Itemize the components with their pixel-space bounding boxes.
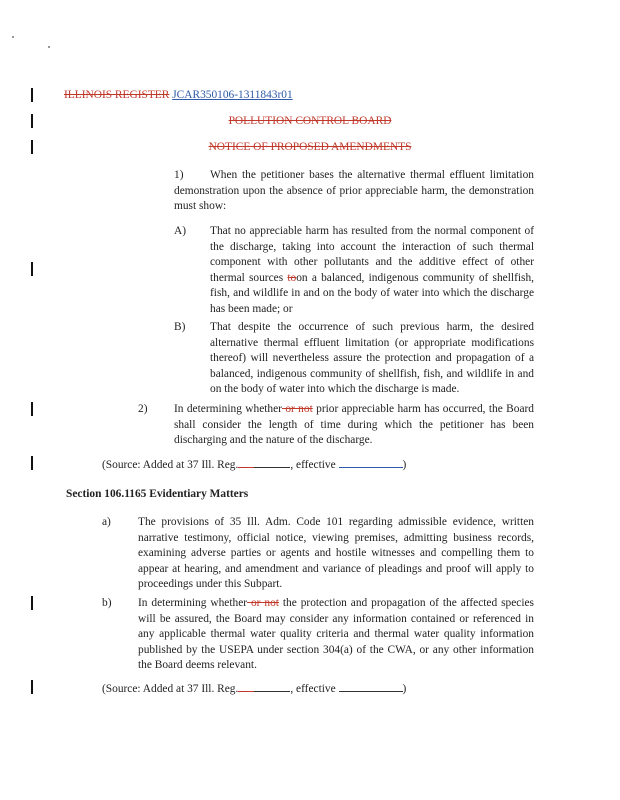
item-b-label: B) [174,321,186,333]
section-heading: Section 106.1165 Evidentiary Matters [66,488,249,500]
register-header [64,88,293,104]
struck-word: or not [281,403,313,415]
change-bar [31,402,33,416]
item-2-text: In determining whether or not prior appreciable harm has occurred, the Board shall consider the length of time during which the petitioner has been discharging and the nature of the discharge. [174,403,534,447]
item-1-label: 1) [174,169,184,181]
item-1-text: When the petitioner bases the alternative thermal effluent limitation demonstration upon the absence of prior appreciable harm, the demonstration must show: [174,169,534,213]
blank-line [254,680,290,692]
struck-word: or not [247,597,279,609]
change-bar [31,680,33,694]
item-a-text: That no appreciable harm has resulted from the normal component of the discharge, taking into account the interaction of such thermal component with other pollutants and the additive effect of other thermal sources toon a balanced, indigenous community of shellfish, fish, and wildlife in and on the body of water into which the discharge has been made; or [210,225,534,315]
section-item-b-label: b) [102,597,112,609]
blank-line [339,456,403,468]
struck-word: to [287,271,297,284]
board-header [0,114,620,130]
change-bar [31,456,33,470]
scan-speck [12,36,14,38]
item-a-label: A) [174,225,187,237]
change-bar [31,262,33,276]
register-id: JCAR350106-1311843r01 [172,89,293,101]
item-b-text: That despite the occurrence of such previous harm, the desired alternative thermal effluent limitation (or appropriate modifications thereof) will nevertheless assure the protection and propagation of a balanced, indigenous community of shellfish, fish, and wildlife in and on the body of water into which the discharge is made. [210,321,534,396]
register-struck: ILLINOIS REGISTER [64,89,170,101]
blank-line [254,456,290,468]
notice-struck: NOTICE OF PROPOSED AMENDMENTS [208,141,412,153]
blank-line [238,459,254,468]
source-note: (Source: Added at 37 Ill. Reg. , effective ) [102,456,406,474]
source-note: (Source: Added at 37 Ill. Reg. , effective ) [102,680,406,698]
board-struck: POLLUTION CONTROL BOARD [228,115,392,127]
item-2-label: 2) [138,403,148,415]
change-bar [31,596,33,610]
section-item-a-text: The provisions of 35 Ill. Adm. Code 101 regarding admissible evidence, written narrative testimony, official notice, viewing premises, admitting business records, examining adverse parties or agents and hostile witnesses and compelling them to appear at hearing, and amendment and variance of pleadings and proof will apply to proceedings under this Subpart. [138,516,534,591]
section-item-a-label: a) [102,516,111,528]
blank-line [238,683,254,692]
blank-line [339,680,403,692]
section-item-b-text: In determining whether or not the protection and propagation of the affected species will be assured, the Board may consider any information contained or referenced in any applicable thermal water quality criteria and thermal water quality information published by the USEPA under section 304(a) of the CWA, or any other information the Board deems relevant. [138,597,534,672]
notice-header [0,140,620,156]
scan-speck [48,46,50,48]
change-bar [31,88,33,102]
